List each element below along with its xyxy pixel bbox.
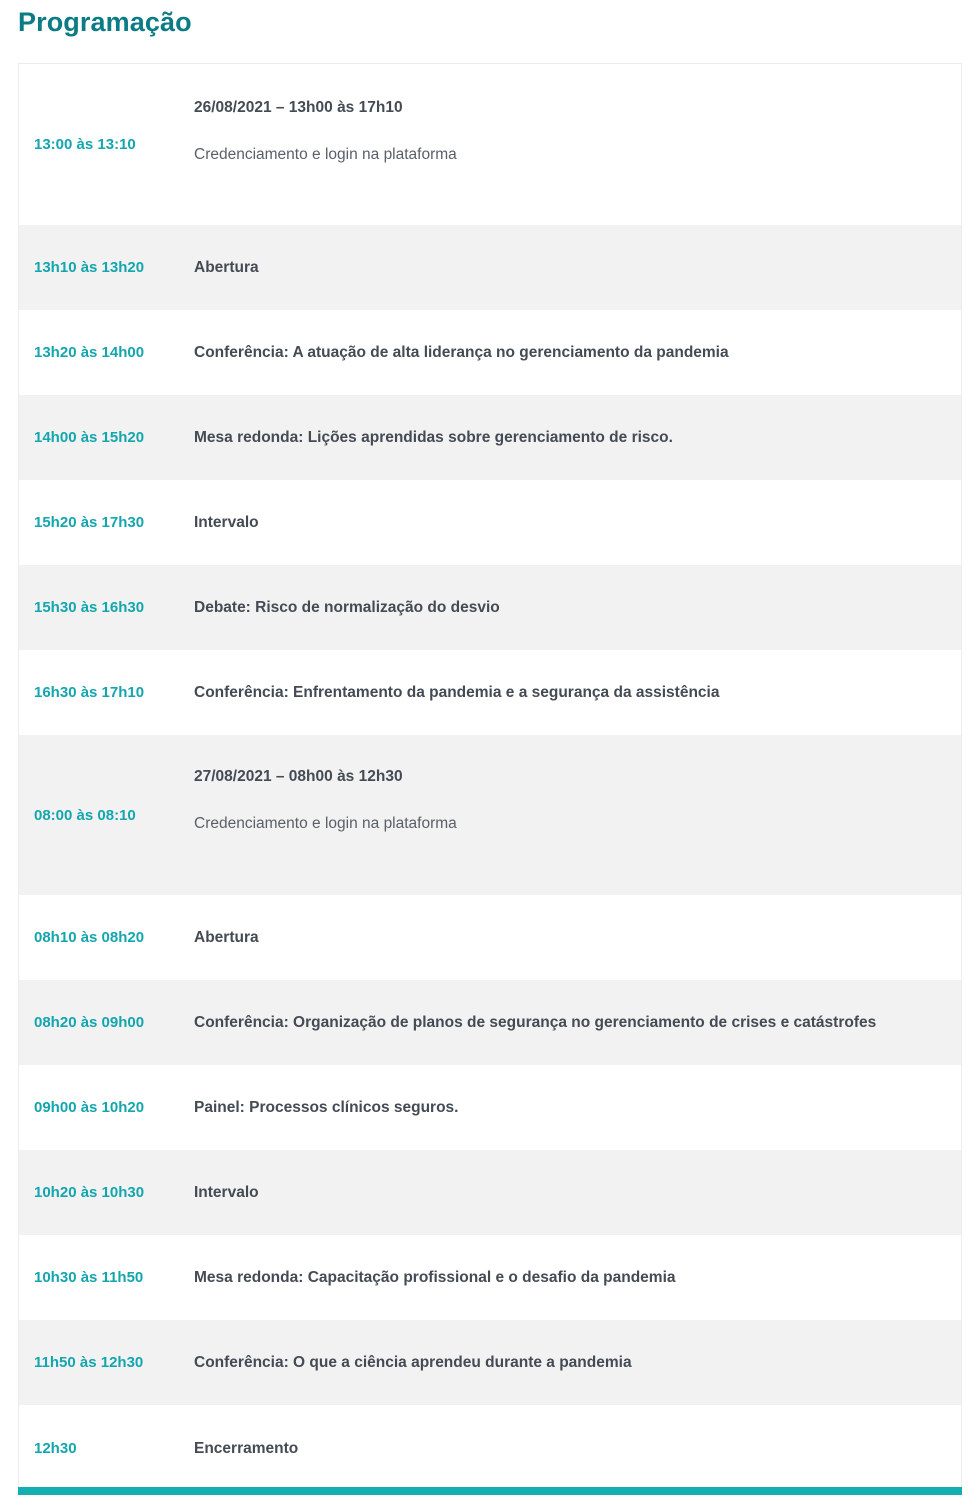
schedule-date-heading: 27/08/2021 – 08h00 às 12h30 [194,768,403,785]
schedule-label: Encerramento [194,1439,299,1457]
page-title: Programação [18,7,192,37]
schedule-time: 13h20 às 14h00 [34,344,145,361]
schedule-row [19,1320,961,1405]
schedule-date-heading: 26/08/2021 – 13h00 às 17h10 [194,99,403,116]
schedule-time: 14h00 às 15h20 [34,429,145,446]
schedule-label: Intervalo [194,513,259,531]
schedule-time: 08:00 às 08:10 [34,806,136,824]
schedule-row [19,565,961,650]
schedule-label: Debate: Risco de normalização do desvio [194,598,500,616]
schedule-time: 08h10 às 08h20 [34,929,145,946]
schedule-row [19,1150,961,1235]
schedule-row [19,735,961,895]
schedule-time: 10h20 às 10h30 [34,1184,145,1201]
schedule-label: Abertura [194,928,259,946]
schedule-label: Conferência: O que a ciência aprendeu durante a pandemia [194,1353,632,1371]
schedule-row [19,310,961,395]
schedule-label: Mesa redonda: Lições aprendidas sobre gerenciamento de risco. [194,428,673,446]
schedule-label: Mesa redonda: Capacitação profissional e o desafio da pandemia [194,1268,676,1286]
schedule-row [19,1065,961,1150]
schedule-row [19,1235,961,1320]
schedule-label: Intervalo [194,1183,259,1201]
schedule-label: Conferência: Enfrentamento da pandemia e a segurança da assistência [194,683,720,701]
schedule-row [19,650,961,735]
schedule-label: Conferência: Organização de planos de segurança no gerenciamento de crises e catástrofes [194,1013,877,1031]
schedule-row [19,395,961,480]
schedule-row [19,225,961,310]
schedule-label: Painel: Processos clínicos seguros. [194,1098,459,1116]
schedule-table [18,63,962,1492]
schedule-time: 15h20 às 17h30 [34,514,145,531]
schedule-row [19,64,961,225]
schedule-row [19,480,961,565]
schedule-time: 13h10 às 13h20 [34,259,145,276]
schedule-label: Conferência: A atuação de alta liderança no gerenciamento da pandemia [194,343,729,361]
table-bottom-accent-bar [18,1487,962,1495]
schedule-row [19,895,961,980]
schedule-label: Abertura [194,258,259,276]
schedule-time: 09h00 às 10h20 [34,1099,145,1116]
schedule-row [19,980,961,1065]
schedule-time: 15h30 às 16h30 [34,599,145,616]
schedule-label: Credenciamento e login na plataforma [194,146,457,163]
schedule-time: 10h30 às 11h50 [34,1269,144,1286]
schedule-time: 16h30 às 17h10 [34,684,145,701]
schedule-row [19,1405,961,1492]
schedule-description [194,735,961,833]
schedule-time: 08h20 às 09h00 [34,1014,145,1031]
schedule-label: Credenciamento e login na plataforma [194,815,457,832]
schedule-description [194,64,961,164]
schedule-time: 12h30 [34,1440,77,1457]
schedule-time: 13:00 às 13:10 [34,136,136,153]
schedule-time: 11h50 às 12h30 [34,1354,144,1371]
